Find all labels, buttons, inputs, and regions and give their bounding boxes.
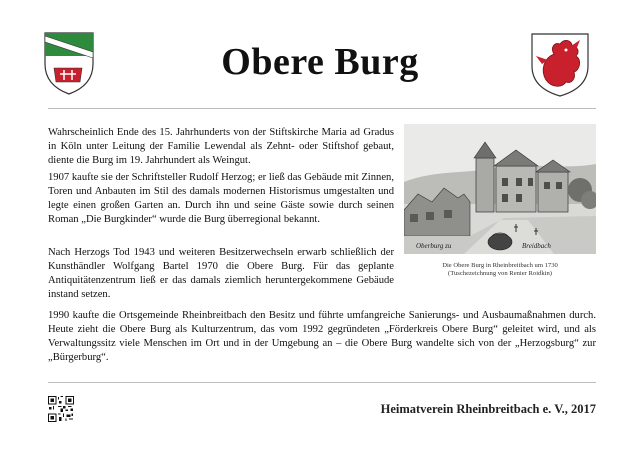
inscription-right: Breidbach xyxy=(522,242,551,250)
footer-credit: Heimatverein Rheinbreitbach e. V., 2017 xyxy=(380,402,596,416)
paragraph-history: Wahrscheinlich Ende des 15. Jahrhunderts von der Stiftskirche Maria ad Gradus in Köln unter Leitung der Familie Lewendal als Zehnt- oder Stiftshof gebaut, diente die Burg im 19. Jahrhundert als Weingut. xyxy=(48,127,394,166)
divider-top xyxy=(48,108,596,109)
inscription-left: Oberburg zu xyxy=(416,242,452,250)
page-title: Obere Burg xyxy=(221,41,419,83)
illustration-caption xyxy=(404,262,596,279)
paragraph-present: 1990 kaufte die Ortsgemeinde Rheinbreitbach den Besitz und führte umfangreiche Sanierungs- und Ausbaumaßnahmen durch. Heute zieht die Obere Burg als Kulturzentrum, das vom 1992 gegründeten „Förderkreis Obere Burg“ geleitet wird, und als Verwaltungssitz viele Menschen im Ort und in der Umgebung an – die Obere Burg wandelte sich von der „Herzogsburg“ zur „Bürgerburg“. xyxy=(48,310,596,363)
caption-line-2: (Tuschezeichnung von Renier Roidkin) xyxy=(448,270,552,278)
historic-drawing xyxy=(404,124,596,254)
paragraph-bartel: Nach Herzogs Tod 1943 und weiteren Besitzerwechseln erwarb schließlich der Kunsthändler Wolfgang Bartel 1970 die Obere Burg. Für das geplante Antiquitätenzentrum ließ er das damals ziemlich heruntergekommene Gebäude instand setzen. xyxy=(48,247,394,300)
paragraph-herzog: 1907 kaufte sie der Schriftsteller Rudolf Herzog; er ließ das Gebäude mit Zinnen, Toren und Anbauten im Stil des damals modernen Historismus umgestalten und legte einen großen Garten an. Durch ihn und seine Gäste sowie durch seinen Roman „Die Burgkinder“ wurde die Burg überregional bekannt. xyxy=(48,172,394,225)
caption-line-1: Die Obere Burg in Rheinbreitbach um 1730 xyxy=(442,262,558,269)
divider-bottom xyxy=(48,382,596,383)
qr-code-icon[interactable] xyxy=(48,396,74,422)
